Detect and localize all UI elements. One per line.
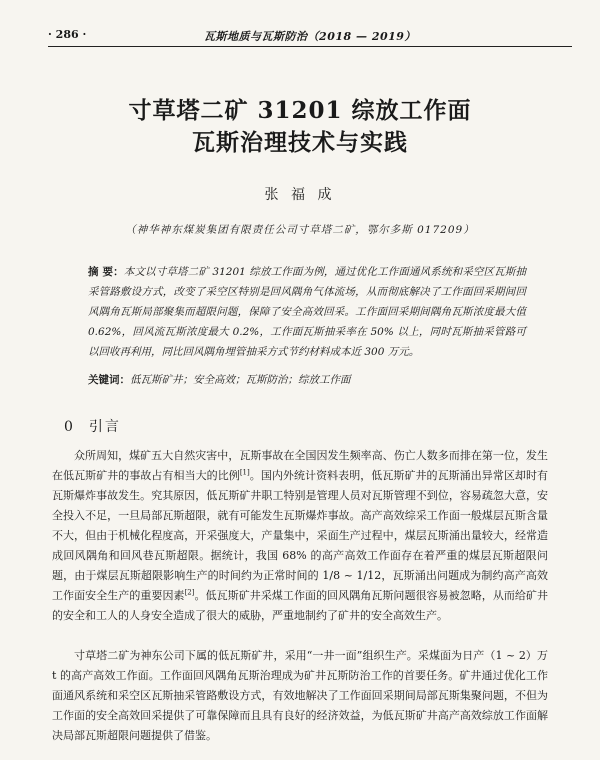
journal-title: 瓦斯地质与瓦斯防治（2018 — 2019） xyxy=(204,30,416,43)
author-affiliation: （神华神东煤炭集团有限责任公司寸草塔二矿，鄂尔多斯 017209） xyxy=(125,224,475,236)
abstract xyxy=(88,262,526,362)
running-header xyxy=(48,26,572,47)
section-number: 0 xyxy=(64,419,75,435)
abstract-text: 本文以寸草塔二矿 31201 综放工作面为例，通过优化工作面通风系统和采空区瓦斯抽采管路敷设方式，改变了采空区特别是回风隅角气体流场，从而彻底解决了工作面回采期间回风隅角瓦斯局部聚集而超限问题，保障了安全高效回采。工作面回采期间隅角瓦斯浓度最大值 0.62%，回风流瓦斯浓度最大 0.2%，工作面瓦斯抽采率在 50% 以上，同时瓦斯抽采管路可以回收再利用，同比回风隅角埋管抽采方式节约材料成本近 300 万元。 xyxy=(88,266,527,358)
citation-ref-2[interactable]: [2] xyxy=(184,588,195,597)
keywords-text: 低瓦斯矿井；安全高效；瓦斯防治；综放工作面 xyxy=(130,374,351,386)
keywords xyxy=(88,370,526,390)
paragraph-1-part-a: 众所周知，煤矿五大自然灾害中，瓦斯事故在全国因发生频率高、伤亡人数多而排在第一位，发生在低瓦斯矿井的事故占有相当大的比例 xyxy=(52,449,548,482)
keywords-label: 关键词： xyxy=(88,374,130,386)
paragraph-1-part-c: 。低瓦斯矿井采煤工作面的回风隅角瓦斯问题很容易被忽略，从而给矿井的安全和工人的人身安全造成了很大的威胁，严重地制约了矿井的安全高效生产。 xyxy=(52,589,549,622)
paper-title-line-2: 瓦斯治理技术与实践 xyxy=(192,129,408,156)
section-title: 引言 xyxy=(88,419,121,435)
body-paragraph-1 xyxy=(52,446,548,626)
author-name: 张 福 成 xyxy=(264,187,336,203)
paragraph-1-part-b: 。国内外统计资料表明，低瓦斯矿井的瓦斯涌出异常区却时有瓦斯爆炸事故发生。究其原因，低瓦斯矿井职工特别是管理人员对瓦斯管理不到位，容易疏忽大意，安全投入不足，一旦局部瓦斯超限，就有可能发生瓦斯爆炸事故。高产高效综采工作面一般煤层瓦斯含量不大，但由于机械化程度高，开采强度大，产量集中，采面生产过程中，煤层瓦斯涌出量较大，经常造成回风隅角和回风巷瓦斯超限。据统计，我国 68% 的高产高效工作面存在着严重的煤层瓦斯超限问题，由于煤层瓦斯超限影响生产的时间约为正常时间的 1/8 ~ 1/12，瓦斯涌出问题成为制约高产高效工作面安全生产的重要因素 xyxy=(52,469,549,602)
paper-title-line-1: 寸草塔二矿 31201 综放工作面 xyxy=(128,97,472,124)
body-paragraph-2: 寸草塔二矿为神东公司下属的低瓦斯矿井，采用“一井一面”组织生产。采煤面为日产（1 ~ 2）万 t 的高产高效工作面。工作面回风隅角瓦斯治理成为矿井瓦斯防治工作的首要任务。矿井通过优化工作面通风系统和采空区瓦斯抽采管路敷设方式，有效地解决了工作面回采期间局部瓦斯集聚问题，不但为工作面的安全高效回采提供了可靠保障而且具有良好的经济效益，为低瓦斯矿井高产高效综放工作面解决局部瓦斯超限问题提供了借鉴。 xyxy=(52,649,548,742)
citation-ref-1[interactable]: [1] xyxy=(239,468,250,477)
page-number: · 286 · xyxy=(48,28,87,41)
section-heading-introduction xyxy=(64,416,121,436)
abstract-label: 摘 要： xyxy=(88,266,124,278)
